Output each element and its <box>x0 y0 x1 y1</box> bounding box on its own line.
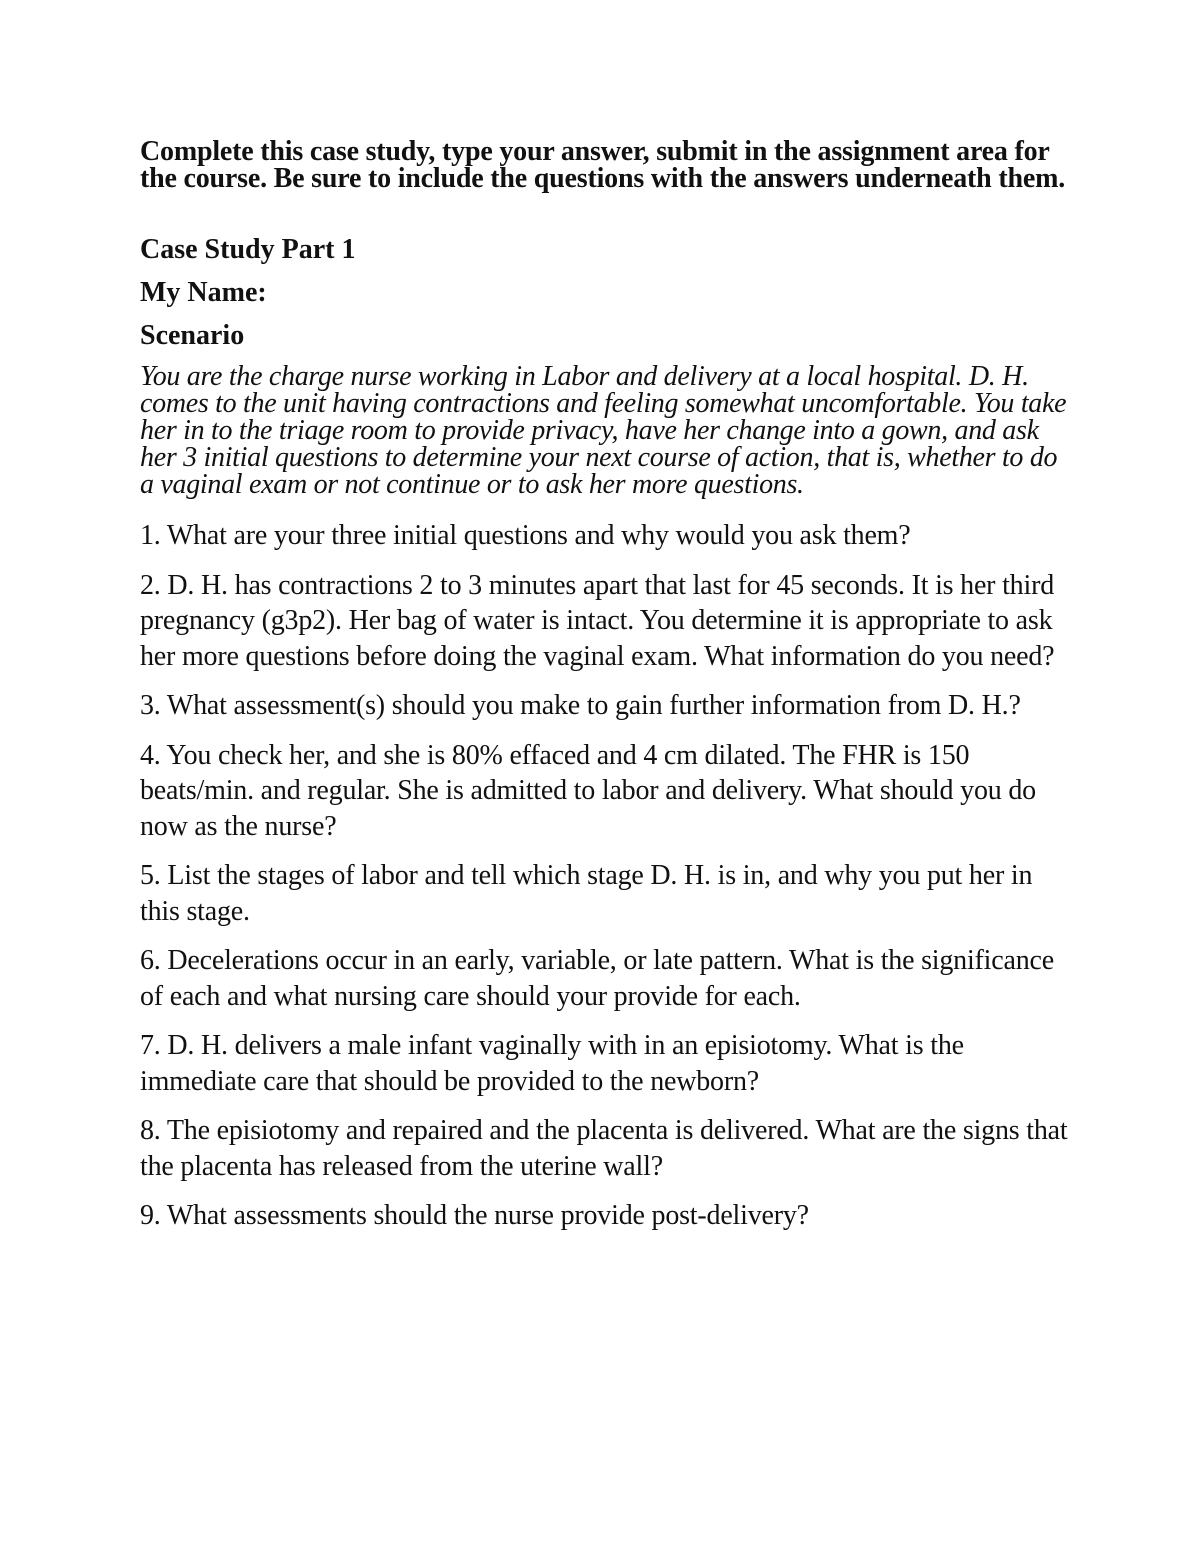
document-page <box>140 138 1070 1248</box>
question-4: 4. You check her, and she is 80% effaced and 4 cm dilated. The FHR is 150 beats/min. and regular. She is admitted to labor and delivery. What should you do now as the nurse? <box>140 739 1036 842</box>
name-label: My Name: <box>140 277 267 308</box>
question-7: 7. D. H. delivers a male infant vaginally with in an episiotomy. What is the immediate care that should be provided to the newborn? <box>140 1030 964 1097</box>
question-1: 1. What are your three initial questions and why would you ask them? <box>140 520 911 551</box>
case-title: Case Study Part 1 <box>140 234 356 265</box>
question-2: 2. D. H. has contractions 2 to 3 minutes apart that last for 45 seconds. It is her third pregnancy (g3p2). Her bag of water is intact. You determine it is appropriate to ask her more questions before doing the vaginal exam. What information do you need? <box>140 569 1055 672</box>
question-5: 5. List the stages of labor and tell which stage D. H. is in, and why you put her in this stage. <box>140 860 1033 927</box>
question-6: 6. Decelerations occur in an early, variable, or late pattern. What is the significance of each and what nursing care should your provide for each. <box>140 945 1054 1012</box>
scenario-heading: Scenario <box>140 320 245 351</box>
instructions-text: Complete this case study, type your answer, submit in the assignment area for the course. Be sure to include the questions with the answers underneath them. <box>140 136 1065 194</box>
question-8: 8. The episiotomy and repaired and the placenta is delivered. What are the signs that the placenta has released from the uterine wall? <box>140 1115 1068 1182</box>
question-9: 9. What assessments should the nurse provide post-delivery? <box>140 1200 809 1231</box>
question-3: 3. What assessment(s) should you make to gain further information from D. H.? <box>140 690 1021 721</box>
scenario-text: You are the charge nurse working in Labor and delivery at a local hospital. D. H. comes to the unit having contractions and feeling somewhat uncomfortable. You take her in to the triage room to provide privacy, have her change into a gown, and ask her 3 initial questions to determine your next course of action, that is, whether to do a vaginal exam or not continue or to ask her more questions. <box>140 361 1067 500</box>
